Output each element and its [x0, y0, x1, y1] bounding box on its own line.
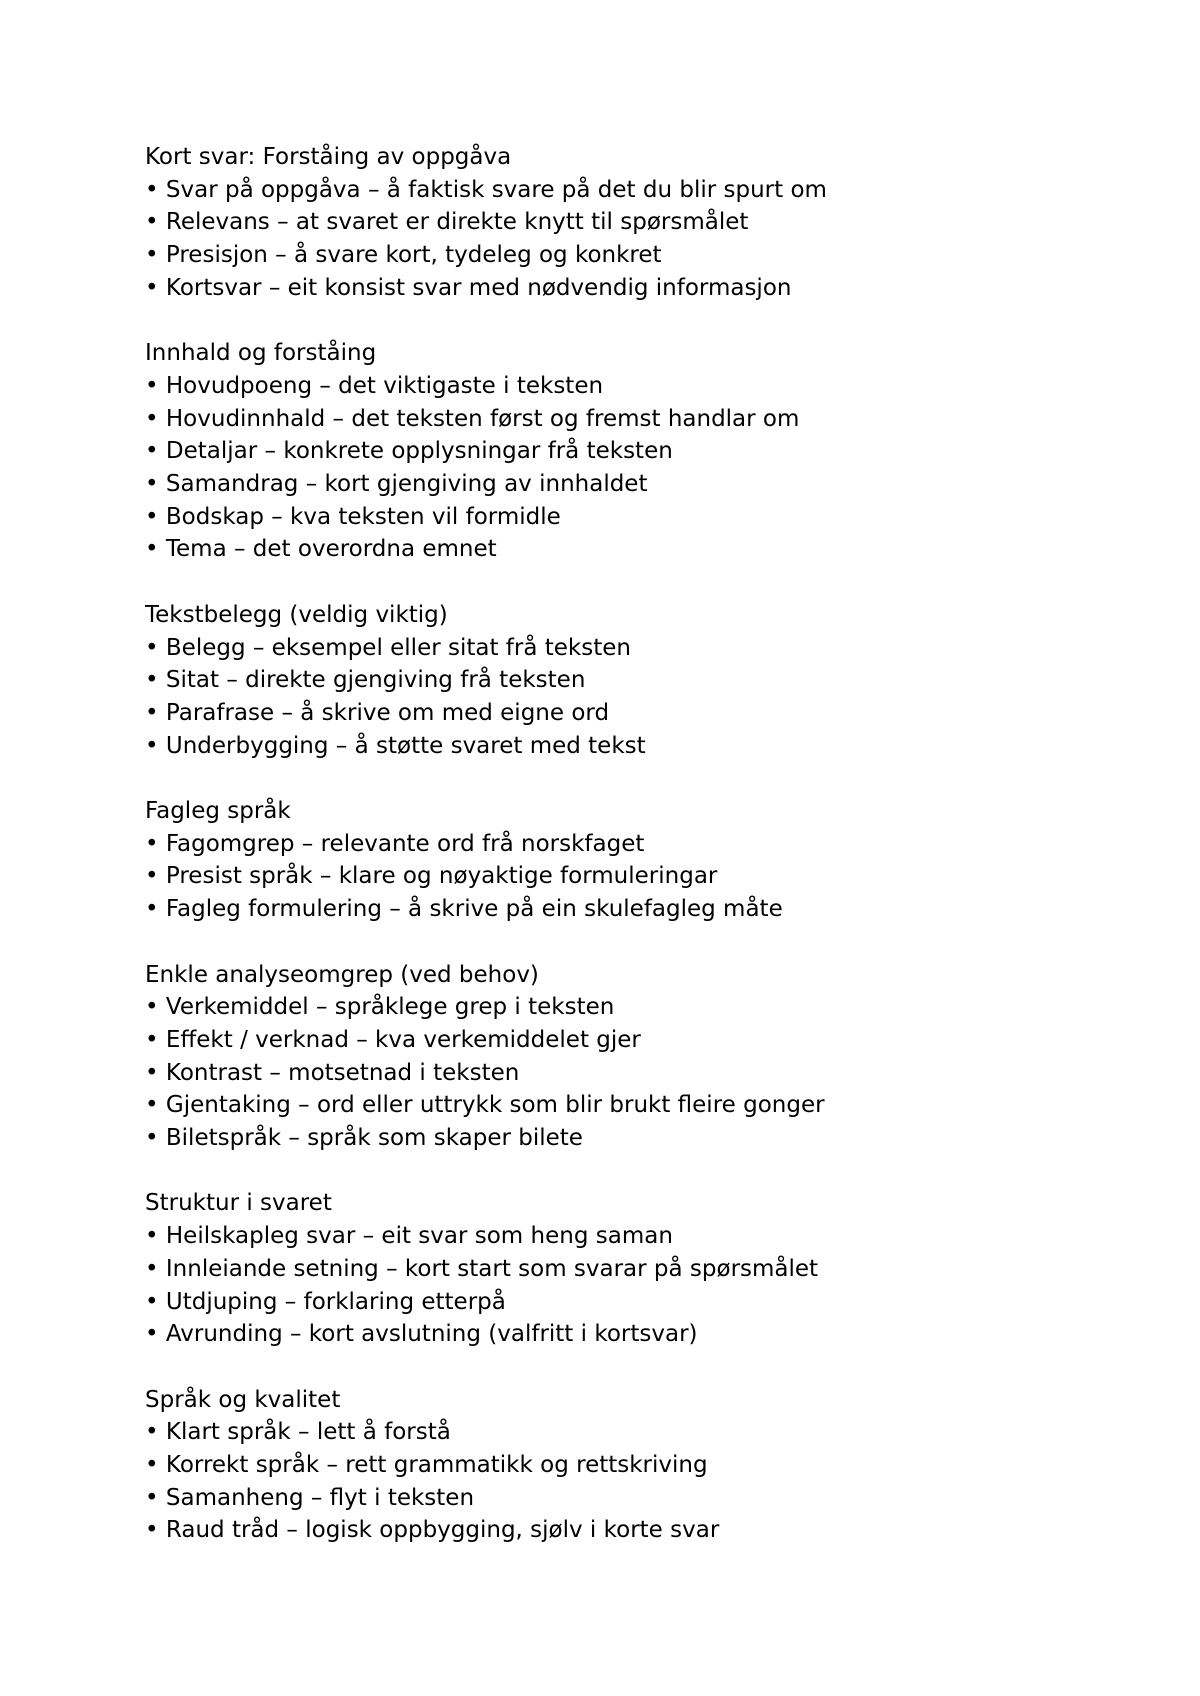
section-heading: Enkle analyseomgrep (ved behov) — [145, 961, 539, 988]
section-heading: Språk og kvalitet — [145, 1386, 341, 1413]
list-item-text: Innleiande setning – kort start som svarar på spørsmålet — [165, 1255, 819, 1282]
bullet-marker: • — [145, 471, 159, 498]
list-item — [145, 239, 1145, 272]
list-item-text: Kortsvar – eit konsist svar med nødvendig informasjon — [165, 274, 792, 301]
section-heading: Kort svar: Forståing av oppgåva — [145, 144, 512, 170]
bullet-marker: • — [145, 732, 159, 759]
list-item — [145, 664, 1145, 697]
bullet-marker: • — [145, 1255, 159, 1282]
document-section — [145, 337, 1145, 566]
list-item — [145, 1253, 1145, 1286]
list-item-text: Heilskapleg svar – eit svar som heng saman — [165, 1223, 673, 1250]
bullet-marker: • — [145, 209, 159, 236]
bullet-marker: • — [145, 1223, 159, 1250]
list-item-text: Samanheng – flyt i teksten — [165, 1484, 475, 1511]
section-heading: Struktur i svaret — [145, 1190, 332, 1217]
list-item — [145, 403, 1145, 436]
section-heading: Innhald og forståing — [145, 340, 377, 367]
list-item-text: Samandrag – kort gjengiving av innhaldet — [165, 471, 648, 498]
list-item-text: Effekt / verknad – kva verkemiddelet gjer — [165, 1026, 641, 1053]
document-section — [145, 1187, 1145, 1351]
bullet-marker: • — [145, 242, 159, 269]
list-item-text: Hovudinnhald – det teksten først og fremst handlar om — [165, 405, 800, 432]
list-item — [145, 893, 1145, 926]
list-item-text: Hovudpoeng – det viktigaste i teksten — [165, 372, 604, 399]
bullet-marker: • — [145, 1452, 159, 1479]
list-item — [145, 860, 1145, 893]
list-item-text: Svar på oppgåva – å faktisk svare på det du blir spurt om — [165, 176, 827, 203]
bullet-marker: • — [145, 503, 159, 530]
bullet-marker: • — [145, 536, 159, 563]
bullet-marker: • — [145, 372, 159, 399]
list-item-text: Belegg – eksempel eller sitat frå teksten — [165, 634, 631, 661]
list-item — [145, 1416, 1145, 1449]
list-item-text: Sitat – direkte gjengiving frå teksten — [165, 667, 586, 694]
bullet-marker: • — [145, 1321, 159, 1348]
list-item — [145, 1482, 1145, 1515]
list-item — [145, 1057, 1145, 1090]
list-item-text: Avrunding – kort avslutning (valfritt i kortsvar) — [165, 1321, 698, 1348]
list-item-text: Bodskap – kva teksten vil formidle — [165, 503, 561, 530]
bullet-list — [145, 991, 1145, 1155]
list-item — [145, 1122, 1145, 1155]
list-item — [145, 1449, 1145, 1482]
bullet-marker: • — [145, 667, 159, 694]
bullet-marker: • — [145, 699, 159, 726]
list-item — [145, 1318, 1145, 1351]
bullet-marker: • — [145, 863, 159, 890]
bullet-marker: • — [145, 274, 159, 301]
bullet-marker: • — [145, 1517, 159, 1544]
list-item-text: Verkemiddel – språklege grep i teksten — [165, 994, 615, 1021]
list-item-text: Tema – det overordna emnet — [165, 536, 497, 563]
list-item-text: Fagomgrep – relevante ord frå norskfaget — [165, 830, 645, 857]
document-section — [145, 959, 1145, 1155]
bullet-marker: • — [145, 994, 159, 1021]
list-item — [145, 533, 1145, 566]
bullet-marker: • — [145, 830, 159, 857]
bullet-list — [145, 1220, 1145, 1351]
bullet-list — [145, 370, 1145, 566]
list-item — [145, 1514, 1145, 1547]
bullet-list — [145, 174, 1145, 305]
document-section — [145, 1384, 1145, 1548]
list-item-text: Gjentaking – ord eller uttrykk som blir brukt fleire gonger — [165, 1092, 825, 1119]
bullet-marker: • — [145, 896, 159, 923]
list-item-text: Klart språk – lett å forstå — [165, 1419, 451, 1446]
list-item — [145, 1024, 1145, 1057]
list-item-text: Kontrast – motsetnad i teksten — [165, 1059, 520, 1086]
document-section — [145, 599, 1145, 763]
list-item-text: Korrekt språk – rett grammatikk og rettskriving — [165, 1452, 708, 1479]
bullet-marker: • — [145, 1059, 159, 1086]
bullet-marker: • — [145, 438, 159, 465]
list-item — [145, 828, 1145, 861]
list-item — [145, 468, 1145, 501]
list-item-text: Presisjon – å svare kort, tydeleg og konkret — [165, 242, 662, 269]
list-item-text: Biletspråk – språk som skaper bilete — [165, 1125, 583, 1152]
list-item-text: Fagleg formulering – å skrive på ein skulefagleg måte — [165, 896, 783, 923]
list-item — [145, 501, 1145, 534]
bullet-marker: • — [145, 176, 159, 203]
list-item-text: Raud tråd – logisk oppbygging, sjølv i korte svar — [165, 1517, 720, 1544]
bullet-marker: • — [145, 1288, 159, 1315]
list-item — [145, 730, 1145, 763]
bullet-marker: • — [145, 1026, 159, 1053]
list-item-text: Underbygging – å støtte svaret med tekst — [165, 732, 646, 759]
list-item — [145, 1286, 1145, 1319]
bullet-marker: • — [145, 634, 159, 661]
list-item — [145, 272, 1145, 305]
bullet-list — [145, 632, 1145, 763]
document-body — [145, 141, 1145, 1547]
bullet-marker: • — [145, 405, 159, 432]
list-item — [145, 1220, 1145, 1253]
list-item — [145, 991, 1145, 1024]
document-section — [145, 141, 1145, 305]
list-item — [145, 435, 1145, 468]
section-heading: Fagleg språk — [145, 798, 291, 825]
list-item-text: Utdjuping – forklaring etterpå — [165, 1288, 506, 1315]
list-item — [145, 174, 1145, 207]
bullet-marker: • — [145, 1484, 159, 1511]
bullet-marker: • — [145, 1419, 159, 1446]
document-section — [145, 795, 1145, 926]
section-heading: Tekstbelegg (veldig viktig) — [145, 601, 448, 628]
bullet-marker: • — [145, 1125, 159, 1152]
list-item-text: Parafrase – å skrive om med eigne ord — [165, 699, 610, 726]
list-item — [145, 370, 1145, 403]
list-item — [145, 1089, 1145, 1122]
bullet-list — [145, 828, 1145, 926]
list-item-text: Presist språk – klare og nøyaktige formuleringar — [165, 863, 718, 890]
list-item — [145, 206, 1145, 239]
list-item — [145, 697, 1145, 730]
bullet-marker: • — [145, 1092, 159, 1119]
bullet-list — [145, 1416, 1145, 1547]
list-item — [145, 632, 1145, 665]
list-item-text: Detaljar – konkrete opplysningar frå teksten — [165, 438, 673, 465]
list-item-text: Relevans – at svaret er direkte knytt til spørsmålet — [165, 209, 749, 236]
